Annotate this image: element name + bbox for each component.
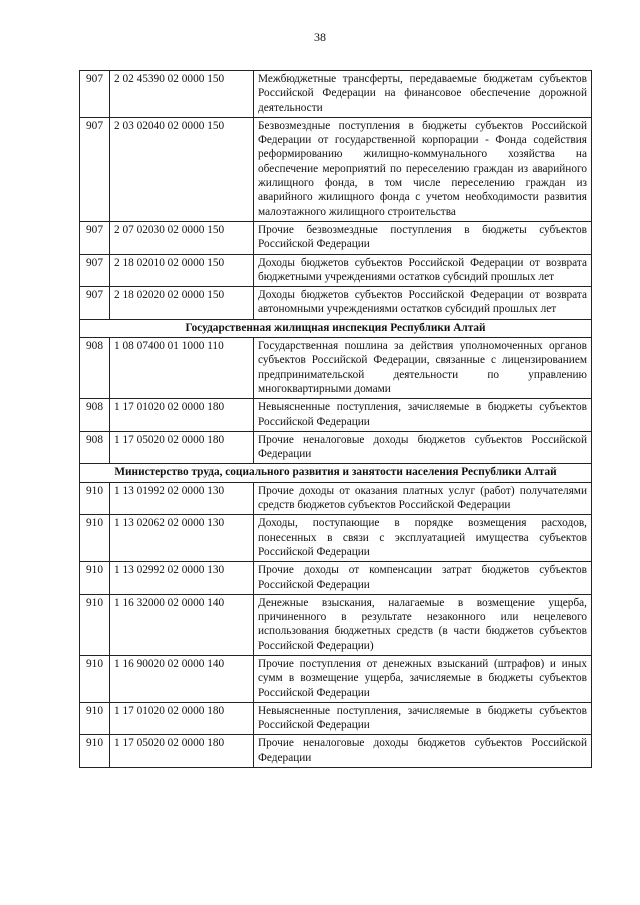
budget-classification-code-cell: 1 13 02062 02 0000 130 <box>110 515 254 562</box>
table-row <box>80 117 592 221</box>
budget-classification-code-cell: 2 18 02020 02 0000 150 <box>110 287 254 320</box>
admin-code-cell: 907 <box>80 287 110 320</box>
revenue-description-cell: Прочие доходы от оказания платных услуг (работ) получателями средств бюджетов субъектов Российской Федерации <box>254 482 592 515</box>
budget-classification-code-cell: 1 17 05020 02 0000 180 <box>110 431 254 464</box>
table-row <box>80 594 592 655</box>
table-row <box>80 515 592 562</box>
table-body <box>80 71 592 768</box>
admin-code-cell: 910 <box>80 562 110 595</box>
section-title: Министерство труда, социального развития и занятости населения Республики Алтай <box>80 464 592 482</box>
table-row <box>80 735 592 768</box>
budget-classification-code-cell: 2 03 02040 02 0000 150 <box>110 117 254 221</box>
table-row <box>80 221 592 254</box>
revenue-description-cell: Невыясненные поступления, зачисляемые в бюджеты субъектов Российской Федерации <box>254 399 592 432</box>
budget-classification-code-cell: 1 17 01020 02 0000 180 <box>110 399 254 432</box>
admin-code-cell: 907 <box>80 117 110 221</box>
table-row <box>80 655 592 702</box>
budget-classification-code-cell: 2 18 02010 02 0000 150 <box>110 254 254 287</box>
budget-classification-code-cell: 1 17 01020 02 0000 180 <box>110 702 254 735</box>
budget-classification-code-cell: 2 02 45390 02 0000 150 <box>110 71 254 118</box>
table-row <box>80 71 592 118</box>
revenue-description-cell: Невыясненные поступления, зачисляемые в бюджеты субъектов Российской Федерации <box>254 702 592 735</box>
table-row <box>80 482 592 515</box>
revenue-description-cell: Государственная пошлина за действия уполномоченных органов субъектов Российской Федерации, связанные с лицензированием предпринимательской деятельности по управлению многоквартирными домами <box>254 338 592 399</box>
table-row <box>80 399 592 432</box>
table-row <box>80 254 592 287</box>
revenue-description-cell: Прочие безвозмездные поступления в бюджеты субъектов Российской Федерации <box>254 221 592 254</box>
revenue-description-cell: Прочие поступления от денежных взысканий (штрафов) и иных сумм в возмещение ущерба, зачисляемые в бюджеты субъектов Российской Федерации <box>254 655 592 702</box>
page-number: 38 <box>314 30 326 44</box>
revenue-description-cell: Доходы, поступающие в порядке возмещения расходов, понесенных в связи с эксплуатацией имущества субъектов Российской Федерации <box>254 515 592 562</box>
admin-code-cell: 908 <box>80 431 110 464</box>
revenue-classification-table <box>79 70 592 768</box>
section-title: Государственная жилищная инспекция Республики Алтай <box>80 319 592 337</box>
revenue-description-cell: Доходы бюджетов субъектов Российской Федерации от возврата бюджетными учреждениями остатков субсидий прошлых лет <box>254 254 592 287</box>
section-header-row <box>80 319 592 337</box>
admin-code-cell: 910 <box>80 735 110 768</box>
revenue-description-cell: Безвозмездные поступления в бюджеты субъектов Российской Федерации от государственной корпорации - Фонда содействия реформированию жилищно-коммунального хозяйства на обеспечение мероприятий по переселению граждан из аварийного жилищного фонда, в том числе переселению граждан из аварийного жилищного фонда с учетом необходимости развития малоэтажного жилищного строительства <box>254 117 592 221</box>
budget-classification-code-cell: 1 16 32000 02 0000 140 <box>110 594 254 655</box>
budget-classification-code-cell: 1 16 90020 02 0000 140 <box>110 655 254 702</box>
admin-code-cell: 910 <box>80 515 110 562</box>
table-row <box>80 338 592 399</box>
table-row <box>80 562 592 595</box>
admin-code-cell: 908 <box>80 399 110 432</box>
section-header-row <box>80 464 592 482</box>
revenue-description-cell: Прочие неналоговые доходы бюджетов субъектов Российской Федерации <box>254 735 592 768</box>
table-row <box>80 287 592 320</box>
revenue-description-cell: Прочие доходы от компенсации затрат бюджетов субъектов Российской Федерации <box>254 562 592 595</box>
admin-code-cell: 910 <box>80 702 110 735</box>
table-row <box>80 702 592 735</box>
admin-code-cell: 907 <box>80 221 110 254</box>
admin-code-cell: 910 <box>80 655 110 702</box>
revenue-description-cell: Денежные взыскания, налагаемые в возмещение ущерба, причиненного в результате незаконного или нецелевого использования бюджетных средств (в части бюджетов субъектов Российской Федерации) <box>254 594 592 655</box>
budget-classification-code-cell: 1 13 02992 02 0000 130 <box>110 562 254 595</box>
admin-code-cell: 910 <box>80 594 110 655</box>
budget-classification-code-cell: 1 17 05020 02 0000 180 <box>110 735 254 768</box>
admin-code-cell: 910 <box>80 482 110 515</box>
admin-code-cell: 907 <box>80 71 110 118</box>
table-row <box>80 431 592 464</box>
budget-classification-code-cell: 2 07 02030 02 0000 150 <box>110 221 254 254</box>
admin-code-cell: 907 <box>80 254 110 287</box>
revenue-description-cell: Межбюджетные трансферты, передаваемые бюджетам субъектов Российской Федерации на финансовое обеспечение дорожной деятельности <box>254 71 592 118</box>
revenue-description-cell: Доходы бюджетов субъектов Российской Федерации от возврата автономными учреждениями остатков субсидий прошлых лет <box>254 287 592 320</box>
budget-classification-code-cell: 1 13 01992 02 0000 130 <box>110 482 254 515</box>
revenue-description-cell: Прочие неналоговые доходы бюджетов субъектов Российской Федерации <box>254 431 592 464</box>
budget-classification-code-cell: 1 08 07400 01 1000 110 <box>110 338 254 399</box>
admin-code-cell: 908 <box>80 338 110 399</box>
